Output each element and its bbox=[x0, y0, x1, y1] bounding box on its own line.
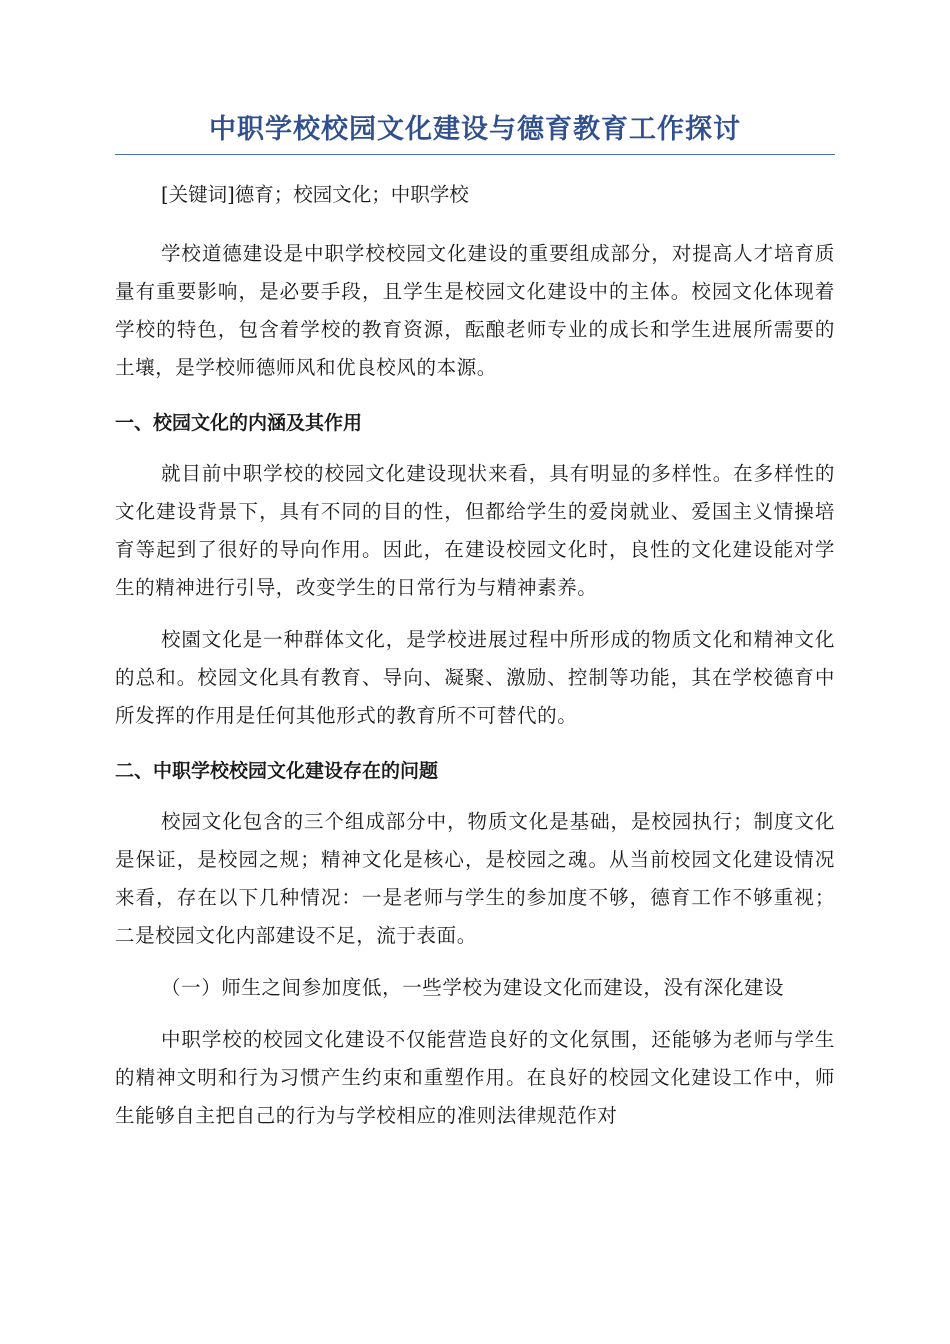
keywords-line: [关键词]德育；校园文化；中职学校 bbox=[161, 183, 469, 206]
section-1-paragraph-2: 校園文化是一种群体文化，是学校进展过程中所形成的物质文化和精神文化的总和。校园文化具有教育、导向、凝聚、激励、控制等功能，其在学校德育中所发挥的作用是任何其他形式的教育所不可替代的。 bbox=[115, 628, 835, 727]
section-heading-1: 一、校园文化的内涵及其作用 bbox=[115, 412, 363, 434]
section-heading-2: 二、中职学校校园文化建设存在的问题 bbox=[115, 760, 439, 782]
subsection-heading-1: （一）师生之间参加度低，一些学校为建设文化而建设，没有深化建设 bbox=[161, 976, 785, 999]
section-2-paragraph-1: 校园文化包含的三个组成部分中，物质文化是基础，是校园执行；制度文化是保证，是校园之规；精神文化是核心，是校园之魂。从当前校园文化建设情况来看，存在以下几种情况：一是老师与学生的参加度不够，德育工作不够重视；二是校园文化内部建设不足，流于表面。 bbox=[115, 810, 835, 947]
subsection-1-paragraph-1: 中职学校的校园文化建设不仅能营造良好的文化氛围，还能够为老师与学生的精神文明和行为习惯产生约束和重塑作用。在良好的校园文化建设工作中，师生能够自主把自己的行为与学校相应的准则法律规范作对 bbox=[115, 1028, 835, 1127]
intro-paragraph: 学校道德建设是中职学校校园文化建设的重要组成部分，对提高人才培育质量有重要影响，是必要手段，且学生是校园文化建设中的主体。校园文化体现着学校的特色，包含着学校的教育资源，酝酿老师专业的成长和学生进展所需要的土壤，是学校师德师风和优良校风的本源。 bbox=[115, 242, 835, 379]
document-title: 中职学校校园文化建设与德育教育工作探讨 bbox=[115, 110, 835, 155]
document-page bbox=[115, 110, 835, 1135]
section-1-paragraph-1: 就目前中职学校的校园文化建设现状来看，具有明显的多样性。在多样性的文化建设背景下，具有不同的目的性，但都给学生的爱岗就业、爱国主义情操培育等起到了很好的导向作用。因此，在建设校园文化时，良性的文化建设能对学生的精神进行引导，改变学生的日常行为与精神素养。 bbox=[115, 462, 835, 599]
